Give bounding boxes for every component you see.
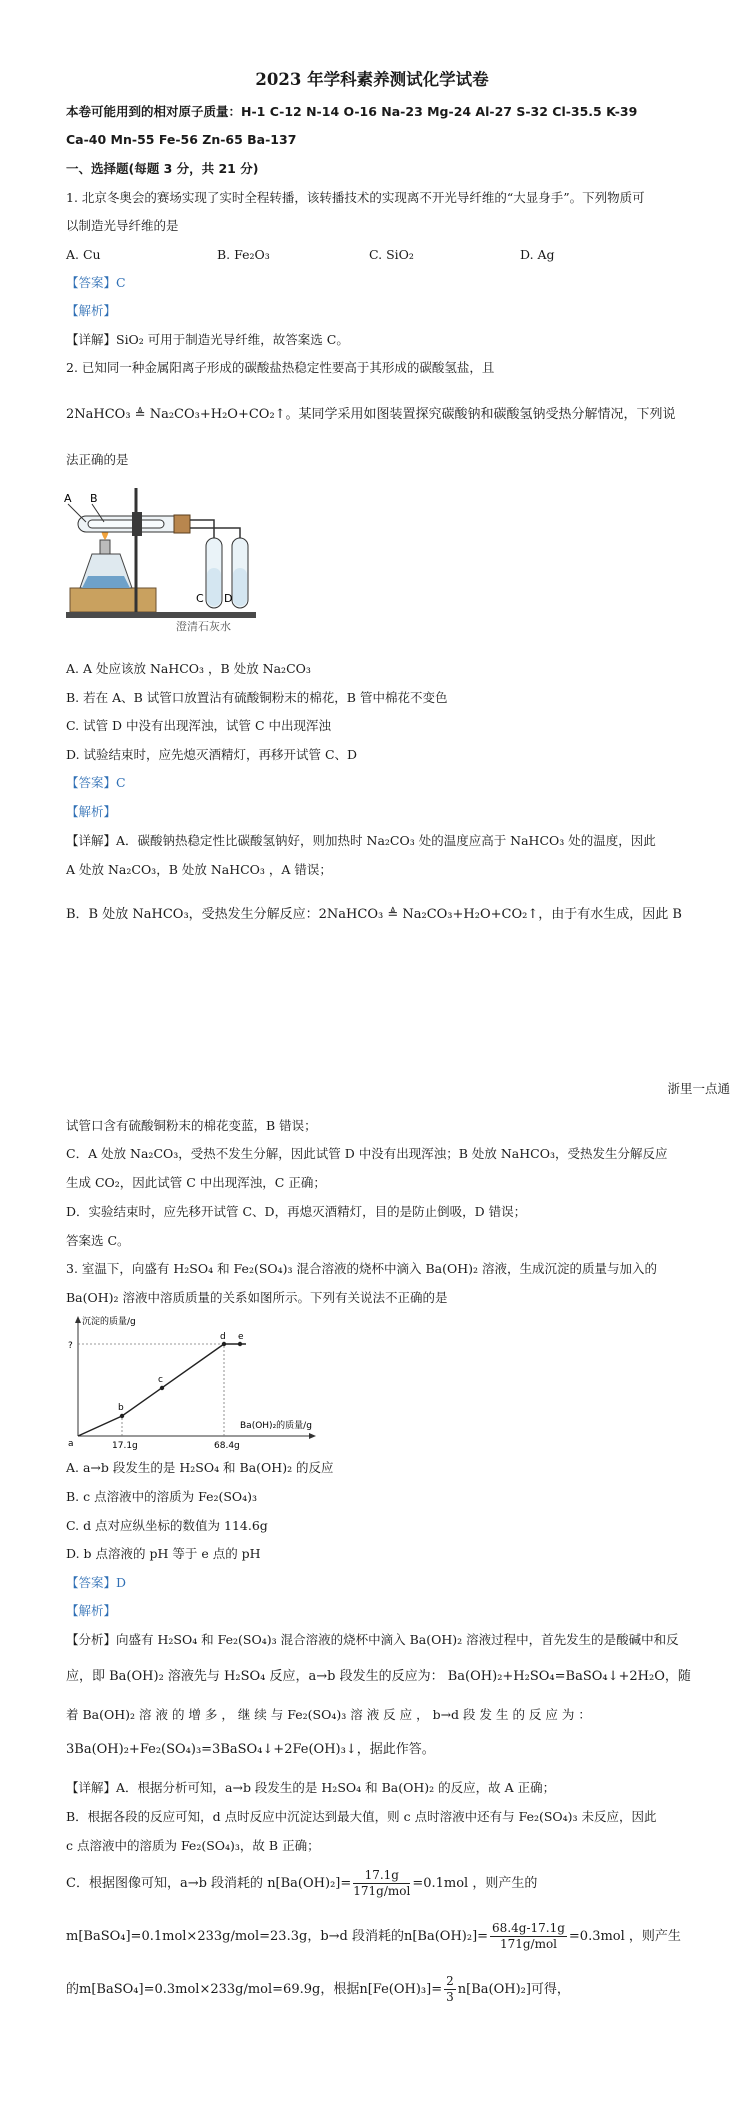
q3-detail-c3-text: ，根据: [320, 1982, 360, 1997]
q3-detail-c2-text: ，b→d 段消耗的: [307, 1929, 404, 1944]
q3-fenxi-line3: 着 Ba(OH)₂ 溶 液 的 增 多 ， 继 续 与 Fe₂(SO₄)₃ 溶 液 反 应 ， b→d 段 发 生 的 反 应 为 ：: [66, 1707, 591, 1722]
q3-detail-c3-n: n[Fe(OH)₃]=: [359, 1982, 443, 1997]
q3-fraction-3-den: 3: [446, 1990, 454, 2004]
q2-stem-line3: 法正确的是: [66, 452, 129, 467]
q3-detail-b1: B．根据各段的反应可知，d 点时反应中沉淀达到最大值，则 c 点时溶液中还有与 Fe₂(SO₄)₃ 未反应，因此: [66, 1809, 657, 1824]
q3-fraction-2-num: 68.4g-17.1g: [492, 1921, 565, 1935]
page-title: 2023 年学科素养测试化学试卷: [255, 70, 489, 89]
q1-option-d: D. Ag: [520, 247, 555, 262]
q2-detail-line8: 答案选 C。: [66, 1233, 130, 1248]
watermark-text: 浙里一点通: [667, 1081, 730, 1096]
fig-label-b: B: [90, 492, 98, 505]
q3-fenxi-line2-tail: ，随: [664, 1669, 691, 1684]
q2-analysis-label: 【解析】: [66, 804, 117, 819]
graph-point-c: c: [158, 1375, 163, 1385]
q3-detail-c1: [66, 1868, 537, 1899]
q2-option-a: A. A 处应该放 NaHCO₃ ，B 处放 Na₂CO₃: [66, 661, 311, 676]
q3-fraction-3: [444, 1974, 456, 2005]
q3-fenxi-line1: 【分析】向盛有 H₂SO₄ 和 Fe₂(SO₄)₃ 混合溶液的烧杯中滴入 Ba(OH)₂ 溶液过程中，首先发生的是酸碱中和反: [66, 1632, 679, 1647]
q2-option-d: D. 试验结束时，应先熄灭酒精灯，再移开试管 C、D: [66, 747, 358, 762]
q3-detail-c1-tail: =0.1mol ，则产生的: [412, 1876, 538, 1891]
q2-detail-line5: C．A 处放 Na₂CO₃，受热不发生分解，因此试管 D 中没有出现浑浊；B 处放 NaHCO₃，受热发生分解反应: [66, 1146, 668, 1161]
q3-option-a: A. a→b 段发生的是 H₂SO₄ 和 Ba(OH)₂ 的反应: [66, 1460, 334, 1475]
q1-detail: 【详解】SiO₂ 可用于制造光导纤维，故答案选 C。: [66, 332, 349, 347]
fig-label-a: A: [64, 492, 72, 505]
q3-fenxi-equation-1: Ba(OH)₂+H₂SO₄=BaSO₄↓+2H₂O: [447, 1669, 665, 1684]
q3-option-d: D. b 点溶液的 pH 等于 e 点的 pH: [66, 1546, 261, 1561]
atomic-masses-line2: Ca-40 Mn-55 Fe-56 Zn-65 Ba-137: [66, 132, 297, 147]
q3-detail-c2-eq: m[BaSO₄]=0.1mol×233g/mol=23.3g: [66, 1929, 308, 1944]
q1-answer: 【答案】C: [66, 275, 126, 290]
q2-detail-line6: 生成 CO₂，因此试管 C 中出现浑浊，C 正确；: [66, 1175, 326, 1190]
q1-option-a: A. Cu: [66, 247, 101, 262]
q2-detail-line7: D．实验结束时，应先移开试管 C、D，再熄灭酒精灯，目的是防止倒吸，D 错误；: [66, 1204, 527, 1219]
q1-stem-line2: 以制造光导纤维的是: [66, 218, 179, 233]
q3-fenxi-equation-2: 3Ba(OH)₂+Fe₂(SO₄)₃=3BaSO₄↓+2Fe(OH)₃↓: [66, 1742, 357, 1757]
q3-detail-c3-eq: m[BaSO₄]=0.3mol×233g/mol=69.9g: [79, 1982, 321, 1997]
q3-fraction-3-num: 2: [446, 1974, 454, 1988]
q3-fraction-1-den: 171g/mol: [353, 1884, 411, 1898]
q3-option-b: B. c 点溶液中的溶质为 Fe₂(SO₄)₃: [66, 1489, 258, 1504]
q2-answer: 【答案】C: [66, 775, 126, 790]
q3-detail-c3-tail: 可得，: [530, 1982, 570, 1997]
graph-y-label: 沉淀的质量/g: [82, 1317, 136, 1327]
precipitate-graph: [64, 1312, 322, 1450]
section-heading: 一、选择题(每题 3 分，共 21 分): [66, 161, 259, 176]
q3-detail-c1-n: n[Ba(OH)₂]=: [267, 1876, 352, 1891]
q3-detail-c1-text: C．根据图像可知，a→b 段消耗的: [66, 1876, 264, 1891]
fig-label-c: C: [196, 592, 204, 605]
q3-detail-c2-tail: =0.3mol ，则产生: [568, 1929, 681, 1944]
q1-option-b: B. Fe₂O₃: [217, 247, 270, 262]
q3-stem-line1: 3. 室温下，向盛有 H₂SO₄ 和 Fe₂(SO₄)₃ 混合溶液的烧杯中滴入 Ba(OH)₂ 溶液，生成沉淀的质量与加入的: [66, 1261, 658, 1276]
graph-question-mark: ?: [68, 1341, 73, 1351]
q2-stem-line1: 2. 已知同一种金属阳离子形成的碳酸盐热稳定性要高于其形成的碳酸氢盐，且: [66, 360, 495, 375]
graph-x-tick-2: 68.4g: [214, 1441, 240, 1450]
q3-fenxi-line4-tail: ，据此作答。: [356, 1742, 435, 1757]
q3-detail-c3-lead: 的: [66, 1982, 80, 1997]
q3-fenxi-line4: [66, 1741, 435, 1758]
q3-option-c: C. d 点对应纵坐标的数值为 114.6g: [66, 1518, 268, 1533]
q2-detail-line1: 【详解】A．碳酸钠热稳定性比碳酸氢钠好，则加热时 Na₂CO₃ 处的温度应高于 NaHCO₃ 处的温度，因此: [66, 833, 656, 848]
q1-analysis-label: 【解析】: [66, 303, 117, 318]
q3-detail-c2: [66, 1921, 681, 1952]
graph-x-label: Ba(OH)₂的质量/g: [240, 1421, 312, 1431]
q2-equation-line: 2NaHCO₃ ≜ Na₂CO₃+H₂O+CO₂↑。某同学采用如图装置探究碳酸钠和碳酸氢钠受热分解情况，下列说: [66, 407, 676, 422]
q3-detail-c3-nba: n[Ba(OH)₂]: [457, 1982, 531, 1997]
q3-fraction-2: [490, 1921, 567, 1952]
fig-label-d: D: [224, 592, 233, 605]
q3-stem-line2: Ba(OH)₂ 溶液中溶质质量的关系如图所示。下列有关说法不正确的是: [66, 1290, 448, 1305]
q3-analysis-label: 【解析】: [66, 1603, 117, 1618]
q2-detail-line2: A 处放 Na₂CO₃，B 处放 NaHCO₃ ，A 错误；: [66, 862, 332, 877]
q1-stem-line1: 1. 北京冬奥会的赛场实现了实时全程转播，该转播技术的实现离不开光导纤维的“大显身手”。下列物质可: [66, 190, 645, 205]
q3-detail-c2-n: n[Ba(OH)₂]=: [403, 1929, 489, 1944]
q1-option-c: C. SiO₂: [369, 247, 414, 262]
graph-point-e: e: [238, 1332, 244, 1342]
graph-point-d: d: [220, 1332, 226, 1342]
q3-fenxi-line2: [66, 1668, 691, 1685]
q2-detail-line3: B．B 处放 NaHCO₃，受热发生分解反应：2NaHCO₃ ≜ Na₂CO₃+H₂O+CO₂↑，由于有水生成，因此 B: [66, 907, 682, 922]
q3-answer: 【答案】D: [66, 1575, 127, 1590]
q2-option-b: B. 若在 A、B 试管口放置沾有硫酸铜粉末的棉花，B 管中棉花不变色: [66, 690, 448, 705]
q3-fraction-2-den: 171g/mol: [499, 1937, 558, 1951]
atomic-masses-line1: 本卷可能用到的相对原子质量：H-1 C-12 N-14 O-16 Na-23 Mg-24 Al-27 S-32 Cl-35.5 K-39: [66, 104, 638, 119]
apparatus-figure: [64, 484, 260, 634]
q3-fraction-1-num: 17.1g: [353, 1868, 410, 1884]
q2-detail-line4: 试管口含有硫酸铜粉末的棉花变蓝，B 错误；: [66, 1118, 317, 1133]
q3-fenxi-line2-text: 应，即 Ba(OH)₂ 溶液先与 H₂SO₄ 反应，a→b 段发生的反应为：: [66, 1669, 444, 1684]
graph-point-b: b: [118, 1403, 124, 1413]
q3-detail-b2: c 点溶液中的溶质为 Fe₂(SO₄)₃，故 B 正确；: [66, 1838, 320, 1853]
q3-detail-a: 【详解】A．根据分析可知，a→b 段发生的是 H₂SO₄ 和 Ba(OH)₂ 的反应，故 A 正确；: [66, 1780, 556, 1795]
q3-fraction-1: [353, 1868, 410, 1899]
q3-detail-c3: [66, 1974, 570, 2005]
fig-caption: 澄清石灰水: [176, 620, 231, 633]
q2-option-c: C. 试管 D 中没有出现浑浊，试管 C 中出现浑浊: [66, 718, 332, 733]
graph-point-a: a: [68, 1439, 74, 1449]
graph-x-tick-1: 17.1g: [112, 1441, 138, 1450]
